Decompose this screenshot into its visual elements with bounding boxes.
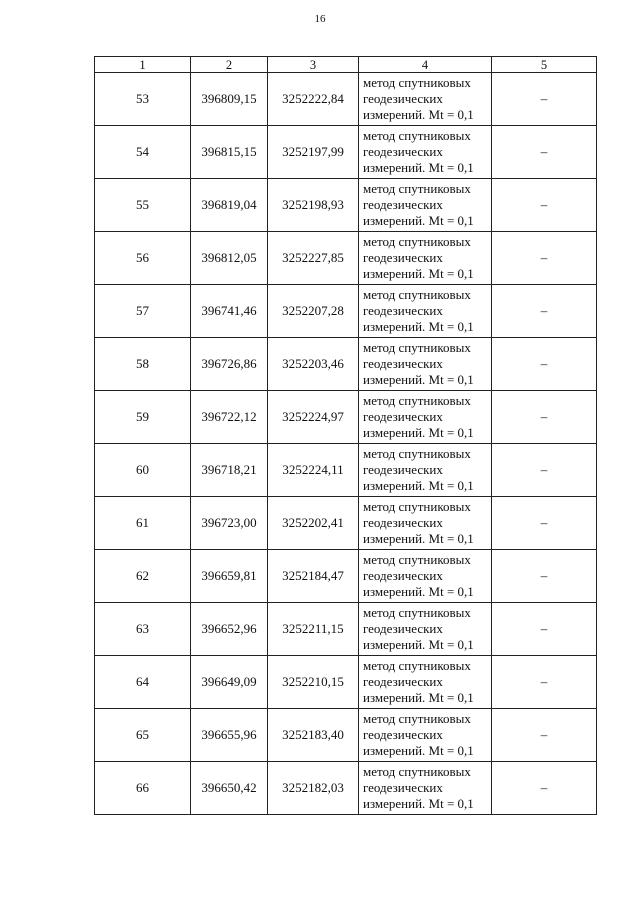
method-line: геодезических bbox=[363, 779, 443, 795]
method-line: метод спутниковых bbox=[363, 604, 471, 620]
method-line: измерений. Mt = 0,1 bbox=[363, 743, 474, 759]
point-number-cell: 54 bbox=[95, 126, 191, 179]
y-coordinate-cell: 3252211,15 bbox=[268, 603, 359, 656]
method-cell bbox=[359, 285, 492, 338]
x-coordinate-cell: 396652,96 bbox=[191, 603, 268, 656]
method-line: измерений. Mt = 0,1 bbox=[363, 584, 474, 600]
note-cell: – bbox=[492, 391, 597, 444]
point-number-cell: 66 bbox=[95, 762, 191, 815]
note-cell: – bbox=[492, 179, 597, 232]
x-coordinate-cell: 396809,15 bbox=[191, 73, 268, 126]
table-header bbox=[95, 57, 597, 73]
coordinates-table bbox=[94, 56, 597, 815]
method-line: измерений. Mt = 0,1 bbox=[363, 213, 474, 229]
method-line: геодезических bbox=[363, 567, 443, 583]
y-coordinate-cell: 3252203,46 bbox=[268, 338, 359, 391]
table-row bbox=[95, 656, 597, 709]
method-line: метод спутниковых bbox=[363, 392, 471, 408]
method-line: метод спутниковых bbox=[363, 710, 471, 726]
method-line: измерений. Mt = 0,1 bbox=[363, 531, 474, 547]
method-cell bbox=[359, 656, 492, 709]
y-coordinate-cell: 3252207,28 bbox=[268, 285, 359, 338]
method-cell bbox=[359, 179, 492, 232]
method-line: метод спутниковых bbox=[363, 127, 471, 143]
note-cell: – bbox=[492, 497, 597, 550]
x-coordinate-cell: 396815,15 bbox=[191, 126, 268, 179]
method-line: геодезических bbox=[363, 302, 443, 318]
table-row bbox=[95, 232, 597, 285]
method-line: геодезических bbox=[363, 461, 443, 477]
x-coordinate-cell: 396819,04 bbox=[191, 179, 268, 232]
point-number-cell: 60 bbox=[95, 444, 191, 497]
method-line: геодезических bbox=[363, 355, 443, 371]
method-line: измерений. Mt = 0,1 bbox=[363, 266, 474, 282]
method-cell bbox=[359, 709, 492, 762]
note-cell: – bbox=[492, 126, 597, 179]
table-row bbox=[95, 73, 597, 126]
note-cell: – bbox=[492, 550, 597, 603]
x-coordinate-cell: 396723,00 bbox=[191, 497, 268, 550]
method-cell bbox=[359, 338, 492, 391]
method-line: геодезических bbox=[363, 249, 443, 265]
table-row bbox=[95, 709, 597, 762]
method-line: геодезических bbox=[363, 673, 443, 689]
x-coordinate-cell: 396649,09 bbox=[191, 656, 268, 709]
point-number-cell: 65 bbox=[95, 709, 191, 762]
note-cell: – bbox=[492, 603, 597, 656]
note-cell: – bbox=[492, 232, 597, 285]
table-row bbox=[95, 550, 597, 603]
method-line: геодезических bbox=[363, 620, 443, 636]
point-number-cell: 55 bbox=[95, 179, 191, 232]
header-col-1: 1 bbox=[95, 57, 191, 73]
note-cell: – bbox=[492, 762, 597, 815]
method-line: измерений. Mt = 0,1 bbox=[363, 107, 474, 123]
note-cell: – bbox=[492, 73, 597, 126]
method-line: метод спутниковых bbox=[363, 445, 471, 461]
y-coordinate-cell: 3252210,15 bbox=[268, 656, 359, 709]
header-col-2: 2 bbox=[191, 57, 268, 73]
table-body bbox=[95, 73, 597, 815]
method-line: метод спутниковых bbox=[363, 339, 471, 355]
header-col-4: 4 bbox=[359, 57, 492, 73]
method-line: метод спутниковых bbox=[363, 551, 471, 567]
method-line: метод спутниковых bbox=[363, 763, 471, 779]
method-cell bbox=[359, 391, 492, 444]
y-coordinate-cell: 3252224,11 bbox=[268, 444, 359, 497]
note-cell: – bbox=[492, 709, 597, 762]
method-line: геодезических bbox=[363, 514, 443, 530]
y-coordinate-cell: 3252227,85 bbox=[268, 232, 359, 285]
table-row bbox=[95, 444, 597, 497]
note-cell: – bbox=[492, 656, 597, 709]
point-number-cell: 63 bbox=[95, 603, 191, 656]
method-line: геодезических bbox=[363, 408, 443, 424]
page-number: 16 bbox=[314, 13, 326, 25]
x-coordinate-cell: 396655,96 bbox=[191, 709, 268, 762]
method-line: измерений. Mt = 0,1 bbox=[363, 160, 474, 176]
point-number-cell: 58 bbox=[95, 338, 191, 391]
y-coordinate-cell: 3252183,40 bbox=[268, 709, 359, 762]
method-line: измерений. Mt = 0,1 bbox=[363, 796, 474, 812]
point-number-cell: 62 bbox=[95, 550, 191, 603]
point-number-cell: 64 bbox=[95, 656, 191, 709]
x-coordinate-cell: 396812,05 bbox=[191, 232, 268, 285]
x-coordinate-cell: 396726,86 bbox=[191, 338, 268, 391]
y-coordinate-cell: 3252224,97 bbox=[268, 391, 359, 444]
method-line: метод спутниковых bbox=[363, 286, 471, 302]
method-line: метод спутниковых bbox=[363, 498, 471, 514]
table-row bbox=[95, 126, 597, 179]
method-cell bbox=[359, 762, 492, 815]
table-row bbox=[95, 285, 597, 338]
table-row bbox=[95, 338, 597, 391]
method-cell bbox=[359, 73, 492, 126]
method-line: измерений. Mt = 0,1 bbox=[363, 478, 474, 494]
method-line: измерений. Mt = 0,1 bbox=[363, 690, 474, 706]
table-row bbox=[95, 391, 597, 444]
point-number-cell: 57 bbox=[95, 285, 191, 338]
y-coordinate-cell: 3252197,99 bbox=[268, 126, 359, 179]
method-line: геодезических bbox=[363, 196, 443, 212]
method-line: метод спутниковых bbox=[363, 233, 471, 249]
method-line: геодезических bbox=[363, 726, 443, 742]
x-coordinate-cell: 396659,81 bbox=[191, 550, 268, 603]
x-coordinate-cell: 396741,46 bbox=[191, 285, 268, 338]
table-row bbox=[95, 603, 597, 656]
method-line: измерений. Mt = 0,1 bbox=[363, 319, 474, 335]
x-coordinate-cell: 396650,42 bbox=[191, 762, 268, 815]
method-cell bbox=[359, 232, 492, 285]
note-cell: – bbox=[492, 444, 597, 497]
header-col-5: 5 bbox=[492, 57, 597, 73]
note-cell: – bbox=[492, 285, 597, 338]
point-number-cell: 61 bbox=[95, 497, 191, 550]
method-line: геодезических bbox=[363, 90, 443, 106]
table-row bbox=[95, 179, 597, 232]
note-cell: – bbox=[492, 338, 597, 391]
point-number-cell: 56 bbox=[95, 232, 191, 285]
y-coordinate-cell: 3252184,47 bbox=[268, 550, 359, 603]
method-cell bbox=[359, 603, 492, 656]
method-line: метод спутниковых bbox=[363, 657, 471, 673]
x-coordinate-cell: 396718,21 bbox=[191, 444, 268, 497]
method-cell bbox=[359, 550, 492, 603]
method-line: геодезических bbox=[363, 143, 443, 159]
header-row bbox=[95, 57, 597, 73]
method-line: метод спутниковых bbox=[363, 74, 471, 90]
y-coordinate-cell: 3252198,93 bbox=[268, 179, 359, 232]
y-coordinate-cell: 3252202,41 bbox=[268, 497, 359, 550]
method-line: метод спутниковых bbox=[363, 180, 471, 196]
header-col-3: 3 bbox=[268, 57, 359, 73]
table-row bbox=[95, 497, 597, 550]
x-coordinate-cell: 396722,12 bbox=[191, 391, 268, 444]
method-line: измерений. Mt = 0,1 bbox=[363, 372, 474, 388]
method-line: измерений. Mt = 0,1 bbox=[363, 637, 474, 653]
table-row bbox=[95, 762, 597, 815]
point-number-cell: 53 bbox=[95, 73, 191, 126]
method-line: измерений. Mt = 0,1 bbox=[363, 425, 474, 441]
method-cell bbox=[359, 497, 492, 550]
point-number-cell: 59 bbox=[95, 391, 191, 444]
method-cell bbox=[359, 444, 492, 497]
y-coordinate-cell: 3252222,84 bbox=[268, 73, 359, 126]
y-coordinate-cell: 3252182,03 bbox=[268, 762, 359, 815]
method-cell bbox=[359, 126, 492, 179]
